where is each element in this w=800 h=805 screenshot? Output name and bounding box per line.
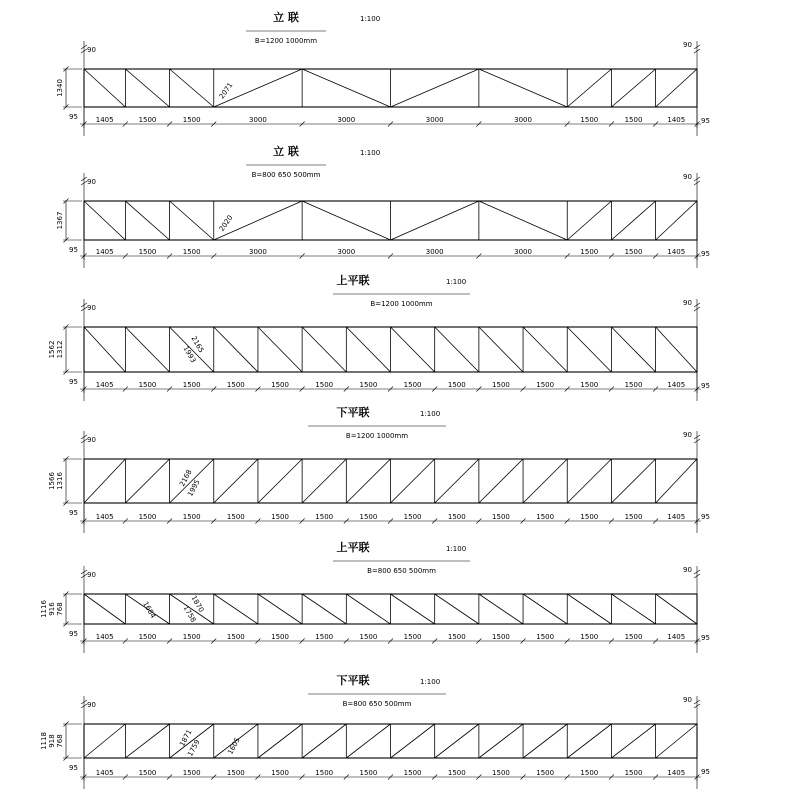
truss-diagonal: [391, 594, 435, 624]
diagonal-length-label: 2165: [189, 334, 206, 355]
bay-dimension-label: 1405: [95, 769, 114, 777]
truss-diagonal: [479, 201, 567, 240]
height-label: 1340: [56, 79, 64, 97]
height-label: 768: [56, 602, 64, 616]
right-bottom-mark: 95: [701, 634, 710, 642]
bay-dimension-label: 1405: [95, 633, 114, 641]
left-bottom-mark: 95: [69, 246, 78, 254]
truss-diagonal: [214, 459, 258, 503]
truss-diagonal: [435, 594, 479, 624]
diagonal-length-label: 1995: [186, 478, 202, 498]
truss-diagonal: [258, 459, 302, 503]
bay-dimension-label: 1500: [359, 513, 378, 521]
truss-diagonal: [656, 69, 697, 107]
panel-2: [56, 144, 710, 268]
truss-diagonal: [523, 459, 567, 503]
panel-3: [48, 273, 710, 401]
truss-diagonal: [258, 594, 302, 624]
bay-dimension-label: 1405: [95, 513, 114, 521]
bay-dimension-label: 1500: [580, 381, 599, 389]
truss-diagonal: [346, 594, 390, 624]
bay-dimension-label: 1500: [447, 381, 466, 389]
panel-subtitle: B=1200 1000mm: [370, 300, 433, 308]
bay-dimension-label: 1500: [271, 633, 289, 641]
bay-dimension-label: 3000: [514, 248, 532, 256]
truss-diagonal: [84, 201, 125, 240]
truss-diagonal: [125, 459, 169, 503]
bay-dimension-label: 1500: [447, 769, 466, 777]
truss-diagonal: [567, 201, 611, 240]
truss-diagonal: [258, 724, 302, 758]
truss-diagonal: [302, 459, 346, 503]
bay-dimension-label: 1500: [624, 769, 643, 777]
diagonal-length-label: 1870: [189, 594, 206, 614]
bay-dimension-label: 1500: [138, 248, 157, 256]
height-label: 1118: [40, 732, 48, 750]
left-bottom-mark: 95: [69, 764, 78, 772]
panel-subtitle: B=1200 1000mm: [345, 432, 409, 440]
bay-dimension-label: 1500: [624, 116, 643, 124]
bay-dimension-label: 1405: [667, 248, 686, 256]
height-label: 916: [48, 602, 56, 616]
truss-diagonal: [125, 201, 169, 240]
bay-dimension-label: 1500: [536, 633, 555, 641]
right-bottom-mark: 95: [701, 382, 710, 390]
truss-diagonal: [611, 69, 655, 107]
bay-dimension-label: 1405: [95, 116, 114, 124]
truss-diagonal: [214, 594, 258, 624]
truss-diagonal: [656, 594, 697, 624]
bay-dimension-label: 1500: [315, 633, 334, 641]
left-bottom-mark: 95: [69, 113, 78, 121]
bay-dimension-label: 1500: [138, 513, 157, 521]
height-label: 1562: [48, 340, 56, 359]
truss-diagonal: [170, 201, 214, 240]
bay-dimension-label: 1500: [492, 513, 510, 521]
bay-dimension-label: 3000: [337, 116, 356, 124]
scale-label: 1:100: [446, 278, 467, 286]
truss-diagonal: [391, 327, 435, 372]
truss-diagonal: [567, 327, 611, 372]
right-bottom-mark: 95: [701, 513, 710, 521]
bay-dimension-label: 1500: [226, 633, 245, 641]
diagonal-length-label: 1993: [181, 344, 198, 365]
panel-5: [40, 540, 710, 653]
truss-diagonal: [435, 724, 479, 758]
truss-diagonal: [391, 724, 435, 758]
right-top-mark: 90: [683, 173, 692, 181]
truss-diagonal: [170, 69, 214, 107]
right-top-mark: 90: [683, 431, 692, 439]
diagonal-length-label: 1759: [186, 738, 202, 758]
truss-diagonal: [346, 327, 390, 372]
bay-dimension-label: 1500: [182, 248, 201, 256]
bay-dimension-label: 1500: [182, 513, 201, 521]
truss-diagonal: [125, 724, 169, 758]
truss-diagonal: [346, 724, 390, 758]
panel-6: [40, 673, 710, 789]
bay-dimension-label: 1405: [95, 381, 114, 389]
bay-dimension-label: 1500: [624, 381, 643, 389]
truss-diagonal: [391, 459, 435, 503]
bay-dimension-label: 1500: [359, 769, 378, 777]
height-label: 1367: [56, 211, 64, 230]
bay-dimension-label: 1500: [624, 513, 643, 521]
truss-diagonal: [258, 327, 302, 372]
bay-dimension-label: 1500: [138, 381, 157, 389]
truss-diagonal: [656, 724, 697, 758]
bay-dimension-label: 1500: [271, 381, 289, 389]
bay-dimension-label: 1500: [138, 116, 157, 124]
bay-dimension-label: 1500: [359, 381, 378, 389]
left-bottom-mark: 95: [69, 509, 78, 517]
bay-dimension-label: 1500: [492, 633, 510, 641]
bay-dimension-label: 1500: [536, 513, 555, 521]
right-bottom-mark: 95: [701, 250, 710, 258]
bay-dimension-label: 1500: [226, 513, 245, 521]
bay-dimension-label: 1500: [403, 381, 422, 389]
truss-diagonal: [611, 201, 655, 240]
height-label: 1312: [56, 340, 64, 359]
truss-diagonal: [302, 724, 346, 758]
bay-dimension-label: 1500: [492, 769, 510, 777]
bay-dimension-label: 1500: [580, 633, 599, 641]
truss-diagonal: [479, 724, 523, 758]
bay-dimension-label: 1500: [403, 633, 422, 641]
truss-diagonal: [435, 327, 479, 372]
bay-dimension-label: 1405: [667, 116, 686, 124]
truss-diagonal: [391, 69, 479, 107]
bay-dimension-label: 3000: [425, 116, 444, 124]
bay-dimension-label: 1500: [447, 633, 466, 641]
height-label: 768: [56, 734, 64, 748]
bay-dimension-label: 1500: [138, 633, 157, 641]
truss-diagonal: [391, 201, 479, 240]
bay-dimension-label: 1500: [271, 769, 289, 777]
truss-diagonal: [567, 724, 611, 758]
left-top-mark: 90: [87, 701, 96, 709]
bay-dimension-label: 1405: [667, 381, 686, 389]
bay-dimension-label: 1500: [624, 633, 643, 641]
bay-dimension-label: 1500: [271, 513, 289, 521]
truss-diagonal: [84, 594, 125, 624]
bay-dimension-label: 1405: [95, 248, 114, 256]
truss-diagonal: [84, 69, 125, 107]
truss-diagonal: [214, 327, 258, 372]
bay-dimension-label: 1500: [624, 248, 643, 256]
height-label: 1316: [56, 472, 64, 490]
truss-diagonal: [479, 594, 523, 624]
panel-title: 立 联: [273, 145, 299, 158]
bay-dimension-label: 1500: [315, 769, 334, 777]
panel-title: 上平联: [336, 274, 370, 287]
diagonal-length-label: 2020: [217, 213, 235, 233]
truss-diagonal: [567, 459, 611, 503]
left-top-mark: 90: [87, 436, 96, 444]
truss-diagonal: [611, 724, 655, 758]
panel-title: 立 联: [273, 11, 299, 24]
truss-diagonal: [656, 327, 697, 372]
diagonal-length-label: 1871: [178, 728, 194, 748]
truss-diagonal: [84, 459, 125, 503]
panel-subtitle: B=800 650 500mm: [251, 171, 321, 179]
scale-label: 1:100: [360, 149, 381, 157]
bay-dimension-label: 1500: [138, 769, 157, 777]
diagonal-length-label: 2168: [178, 468, 194, 488]
right-bottom-mark: 95: [701, 117, 710, 125]
truss-diagonal: [346, 459, 390, 503]
diagonal-length-label: 1684: [141, 600, 158, 620]
truss-diagonal: [302, 201, 390, 240]
truss-diagonal: [302, 327, 346, 372]
truss-diagonal: [656, 201, 697, 240]
truss-diagonal: [125, 69, 169, 107]
bay-dimension-label: 1500: [492, 381, 510, 389]
truss-diagonal: [302, 69, 390, 107]
truss-diagonal: [656, 459, 697, 503]
truss-diagonal: [84, 724, 125, 758]
bay-dimension-label: 1405: [667, 513, 686, 521]
scale-label: 1:100: [420, 678, 441, 686]
right-top-mark: 90: [683, 299, 692, 307]
bay-dimension-label: 1500: [580, 769, 599, 777]
truss-diagonal: [125, 327, 169, 372]
right-top-mark: 90: [683, 696, 692, 704]
bay-dimension-label: 1500: [580, 116, 599, 124]
truss-diagonal: [567, 594, 611, 624]
scale-label: 1:100: [360, 15, 381, 23]
left-bottom-mark: 95: [69, 630, 78, 638]
bay-dimension-label: 1500: [182, 116, 201, 124]
bay-dimension-label: 1405: [667, 633, 686, 641]
bay-dimension-label: 1500: [315, 513, 334, 521]
bay-dimension-label: 1405: [667, 769, 686, 777]
truss-diagonal: [611, 459, 655, 503]
panel-title: 上平联: [336, 541, 370, 554]
left-top-mark: 90: [87, 304, 96, 312]
bay-dimension-label: 1500: [580, 513, 599, 521]
diagonal-length-label: 2071: [217, 81, 235, 101]
truss-diagonal: [611, 327, 655, 372]
bay-dimension-label: 3000: [514, 116, 532, 124]
truss-diagonal: [84, 327, 125, 372]
truss-diagonal: [523, 327, 567, 372]
truss-diagonal: [523, 594, 567, 624]
truss-diagonal: [479, 459, 523, 503]
diagonal-length-label: 1758: [181, 604, 198, 624]
bay-dimension-label: 1500: [536, 769, 555, 777]
bay-dimension-label: 1500: [182, 381, 201, 389]
truss-diagonal: [611, 594, 655, 624]
height-label: 1116: [40, 600, 48, 618]
left-top-mark: 90: [87, 46, 96, 54]
panel-subtitle: B=800 650 500mm: [367, 567, 436, 575]
height-label: 918: [48, 734, 56, 748]
bay-dimension-label: 1500: [315, 381, 334, 389]
bay-dimension-label: 1500: [403, 769, 422, 777]
panel-subtitle: B=1200 1000mm: [254, 37, 318, 45]
bay-dimension-label: 3000: [249, 116, 267, 124]
bay-dimension-label: 1500: [447, 513, 466, 521]
diagonal-length-label: 1605: [226, 736, 242, 756]
truss-diagonal: [302, 594, 346, 624]
left-top-mark: 90: [87, 571, 96, 579]
truss-diagonal: [523, 724, 567, 758]
right-top-mark: 90: [683, 566, 692, 574]
bay-dimension-label: 1500: [359, 633, 378, 641]
truss-diagonal: [567, 69, 611, 107]
panel-subtitle: B=800 650 500mm: [342, 700, 412, 708]
right-top-mark: 90: [683, 41, 692, 49]
bay-dimension-label: 1500: [182, 769, 201, 777]
bay-dimension-label: 3000: [425, 248, 444, 256]
bay-dimension-label: 1500: [580, 248, 599, 256]
panel-title: 下平联: [336, 674, 370, 687]
bay-dimension-label: 1500: [182, 633, 201, 641]
panel-title: 下平联: [336, 406, 370, 419]
height-label: 1566: [48, 472, 56, 490]
bay-dimension-label: 1500: [403, 513, 422, 521]
bay-dimension-label: 1500: [536, 381, 555, 389]
bay-dimension-label: 1500: [226, 381, 245, 389]
panel-1: [56, 10, 710, 136]
truss-diagonal: [435, 459, 479, 503]
bay-dimension-label: 3000: [337, 248, 356, 256]
truss-diagonal: [479, 327, 523, 372]
truss-diagonal: [479, 69, 567, 107]
left-bottom-mark: 95: [69, 378, 78, 386]
left-top-mark: 90: [87, 178, 96, 186]
scale-label: 1:100: [446, 545, 467, 553]
panel-4: [48, 405, 710, 533]
right-bottom-mark: 95: [701, 768, 710, 776]
scale-label: 1:100: [420, 410, 441, 418]
bay-dimension-label: 3000: [249, 248, 267, 256]
bay-dimension-label: 1500: [226, 769, 245, 777]
